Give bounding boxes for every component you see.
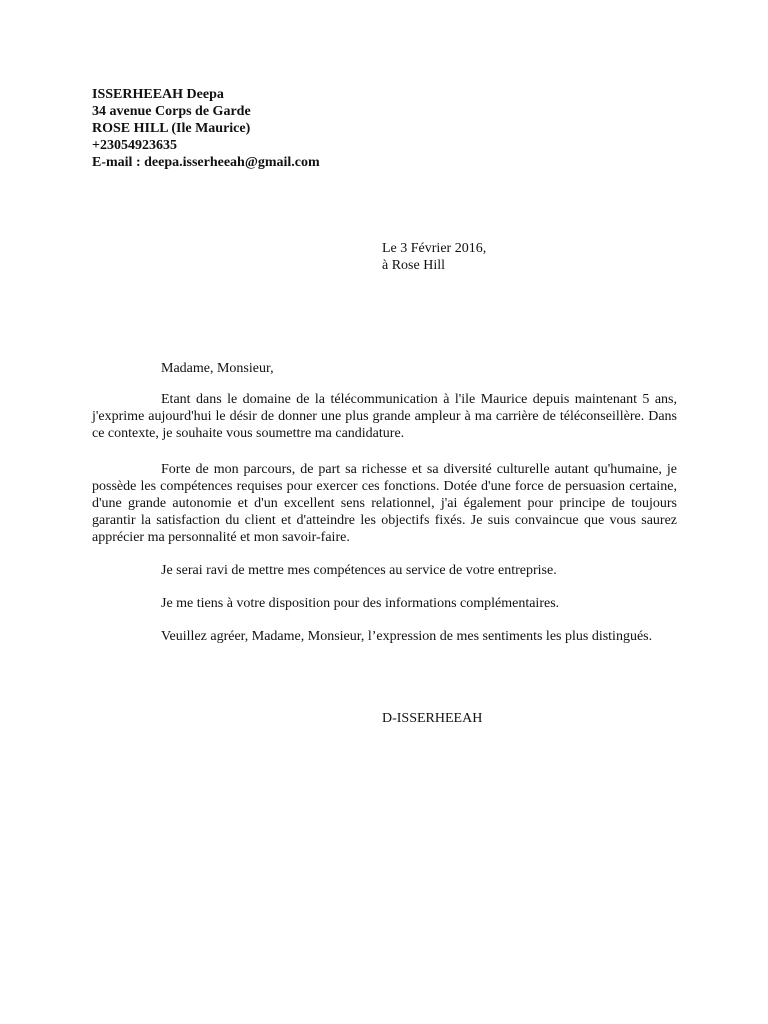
salutation: Madame, Monsieur, xyxy=(161,361,274,376)
paragraph-availability: Je me tiens à votre disposition pour des informations complémentaires. xyxy=(161,596,560,611)
date-block xyxy=(382,240,486,274)
sender-name: ISSERHEEAH Deepa xyxy=(92,87,224,102)
paragraph-closing: Veuillez agréer, Madame, Monsieur, l’expression de mes sentiments les plus distingués. xyxy=(161,629,653,644)
sender-block xyxy=(92,86,320,171)
sender-city: ROSE HILL (Ile Maurice) xyxy=(92,121,251,136)
letter-body xyxy=(92,391,677,645)
paragraph-background: Forte de mon parcours, de part sa richesse et sa diversité culturelle autant qu'humaine, je possède les compétences requises pour exercer ces fonctions. Dotée d'une force de persuasion certaine, d'une grande autonomie et d'un excellent sens relationnel, j'ai également pour principe de toujours garantir la satisfaction du client et d'atteindre les objectifs fixés. Je suis convaincue que vous saurez apprécier ma personnalité et mon savoir-faire. xyxy=(92,462,677,545)
paragraph-offer: Je serai ravi de mettre mes compétences au service de votre entreprise. xyxy=(161,563,557,578)
sender-phone: +23054923635 xyxy=(92,138,177,153)
sender-street: 34 avenue Corps de Garde xyxy=(92,104,251,119)
signature: D-ISSERHEEAH xyxy=(382,711,483,726)
date-line: Le 3 Février 2016, xyxy=(382,241,487,256)
sender-email: E-mail : deepa.isserheeah@gmail.com xyxy=(92,155,320,170)
place-line: à Rose Hill xyxy=(382,258,445,273)
paragraph-intro: Etant dans le domaine de la télécommunication à l'ile Maurice depuis maintenant 5 ans, j'exprime aujourd'hui le désir de donner une plus grande ampleur à ma carrière de téléconseillère. Dans ce contexte, je souhaite vous soumettre ma candidature. xyxy=(92,392,677,441)
